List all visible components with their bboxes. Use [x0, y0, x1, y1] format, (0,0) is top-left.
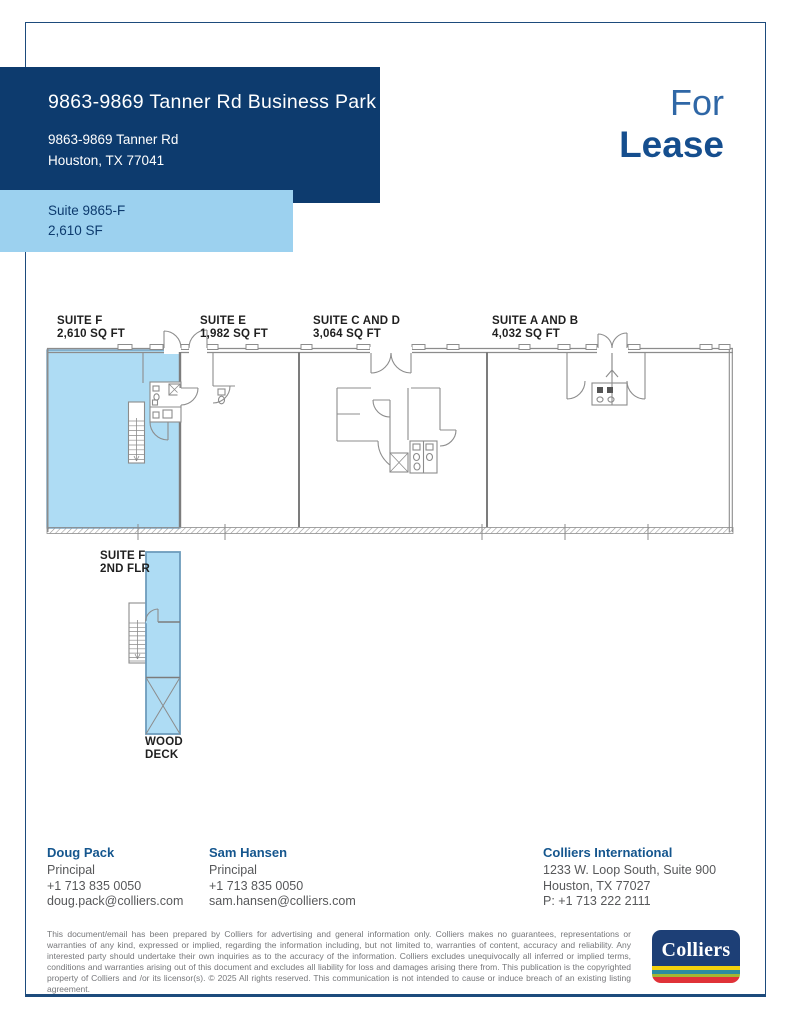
contact-phone: +1 713 835 0050: [47, 878, 142, 893]
contact-title: Principal: [47, 863, 95, 877]
contact-name: Doug Pack: [47, 845, 115, 860]
suite-e-name: SUITE E: [200, 315, 247, 327]
for-lease-line2: Lease: [619, 124, 724, 165]
for-lease-line1: For: [670, 82, 724, 123]
contact-doug-pack: [47, 845, 183, 910]
wood-deck-label: WOOD DECK: [145, 736, 183, 761]
suite-cd-label: [313, 315, 400, 341]
suite-callout-size: 2,610 SF: [48, 223, 103, 238]
suite-ab-size: 4,032 SQ FT: [492, 328, 561, 340]
property-address: [48, 129, 380, 171]
colliers-logo: [652, 930, 740, 983]
suite-f-name: SUITE F: [57, 315, 103, 327]
contact-sam-hansen: [209, 845, 356, 910]
company-phone: P: +1 713 222 2111: [543, 894, 651, 908]
suite-e-label: [200, 315, 268, 341]
address-line1: 9863-9869 Tanner Rd: [48, 132, 179, 147]
contact-phone: +1 713 835 0050: [209, 878, 304, 893]
company-info: [543, 845, 716, 910]
contact-email[interactable]: doug.pack@colliers.com: [47, 894, 184, 908]
suite-cd-name: SUITE C AND D: [313, 315, 401, 327]
company-address2: Houston, TX 77027: [543, 878, 651, 893]
suite-f-size: 2,610 SQ FT: [57, 328, 126, 340]
company-name: Colliers International: [543, 845, 673, 860]
contact-title: Principal: [209, 863, 257, 877]
address-line2: Houston, TX 77041: [48, 153, 165, 168]
suite-f-2nd-floor-label: [100, 550, 150, 576]
suite-ab-name: SUITE A AND B: [492, 315, 579, 327]
suite-ab-label: [492, 315, 578, 341]
suite-callout-name: Suite 9865-F: [48, 203, 126, 218]
logo-stripe-red: [652, 977, 740, 983]
suite-callout-block: [0, 190, 293, 252]
suite-e-size: 1,982 SQ FT: [200, 328, 269, 340]
suite-f-2nd-name: SUITE F: [100, 550, 146, 562]
header-block: [0, 67, 380, 203]
colliers-logo-wordmark: Colliers: [652, 930, 740, 966]
suite-f-label: [57, 315, 125, 341]
suite-cd-size: 3,064 SQ FT: [313, 328, 382, 340]
page-title: 9863-9869 Tanner Rd Business Park: [48, 91, 377, 113]
contact-email[interactable]: sam.hansen@colliers.com: [209, 894, 356, 908]
company-address1: 1233 W. Loop South, Suite 900: [543, 863, 717, 877]
suite-f-2nd-level: 2ND FLR: [100, 563, 150, 575]
contact-name: Sam Hansen: [209, 845, 288, 860]
suite-f-highlight: [47, 350, 180, 528]
legal-disclaimer: This document/email has been prepared by Colliers for advertising and general information only. Colliers makes no guarantees, representations or warranties of any kind, expressed or implied, regarding the information including, but not limited to, warranties of content, accuracy and reliability. Any interested party should undertake their own inquiries as to the accuracy of the information. Colliers excludes unequivocally all inferred or implied terms, conditions and warranties arising out of this document and excludes all liability for loss and damages arising there from. This publication is the copyrighted property of Colliers and /or its licensor(s). © 2025 All rights reserved. This communication is not intended to cause or induce breach of an existing listing agreement.: [47, 929, 631, 994]
